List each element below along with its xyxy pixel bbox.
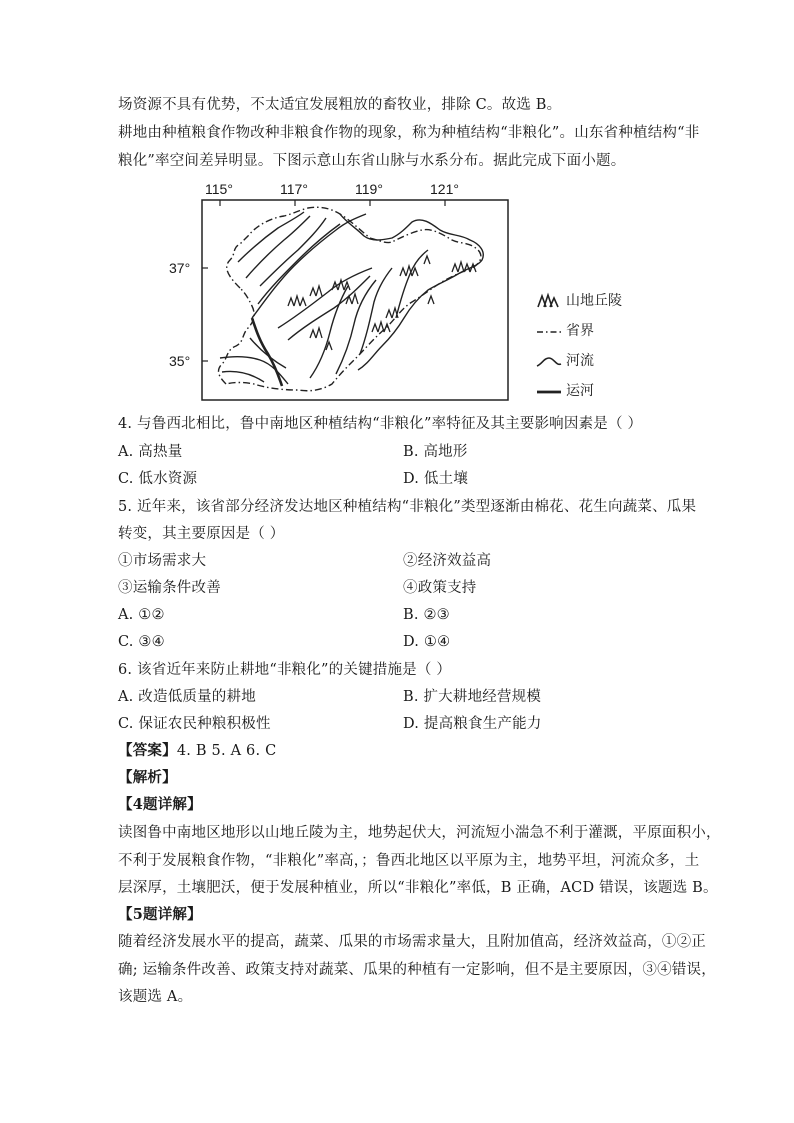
q5-analysis-title: 【5题详解】 xyxy=(118,906,202,923)
rivers xyxy=(220,212,428,384)
lon-label-121: 121° xyxy=(430,181,459,197)
canal-legend-icon xyxy=(536,382,562,400)
q4-option-d: D. 低土壤 xyxy=(403,471,469,487)
q5-option-a: A. ①② xyxy=(118,607,165,623)
boundary-legend-icon xyxy=(536,322,562,340)
answer-values: 4. B 5. A 6. C xyxy=(176,743,277,759)
q5-statement-1: ①市场需求大 xyxy=(118,553,207,569)
q4-analysis-title: 【4题详解】 xyxy=(118,796,202,813)
q4-analysis-line-3: 层深厚，土壤肥沃，便于发展种植业，所以“非粮化”率低，B 正确，ACD 错误，该题选 B。 xyxy=(118,880,718,896)
map-ticks xyxy=(202,200,445,361)
q4-option-a: A. 高热量 xyxy=(118,444,183,460)
map-frame xyxy=(202,200,508,400)
q5-analysis-line-1: 随着经济发展水平的提高，蔬菜、瓜果的市场需求量大，且附加值高，经济效益高，①②正 xyxy=(118,934,706,950)
q4-analysis-line-1: 读图鲁中南地区地形以山地丘陵为主，地势起伏大，河流短小湍急不利于灌溉，平原面积小， xyxy=(118,825,721,841)
q5-stem-1: 5. 近年来，该省部分经济发达地区种植结构“非粮化”类型逐渐由棉花、花生向蔬菜、瓜果 xyxy=(118,499,697,515)
q4-option-b: B. 高地形 xyxy=(403,444,468,460)
q5-statement-3: ③运输条件改善 xyxy=(118,580,221,596)
q5-analysis-line-3: 该题选 A。 xyxy=(118,989,193,1005)
analysis-label: 【解析】 xyxy=(118,769,177,786)
answer-label: 【答案】 xyxy=(118,742,177,759)
q5-option-d: D. ①④ xyxy=(403,634,451,650)
q6-option-b: B. 扩大耕地经营规模 xyxy=(403,689,542,705)
q5-statement-2: ②经济效益高 xyxy=(403,553,492,569)
lat-label-37: 37° xyxy=(169,260,191,276)
mountain-symbols xyxy=(288,256,476,350)
q4-analysis-line-2: 不利于发展粮食作物，“非粮化”率高，；鲁西北地区以平原为主，地势平坦，河流众多，土 xyxy=(118,853,700,869)
q6-option-c: C. 保证农民种粮积极性 xyxy=(118,716,271,732)
q4-option-c: C. 低水资源 xyxy=(118,471,198,487)
lat-label-35: 35° xyxy=(169,353,191,369)
lon-label-115: 115° xyxy=(205,181,233,197)
q5-analysis-line-2: 确; 运输条件改善、政策支持对蔬菜、瓜果的种植有一定影响，但不是主要原因，③④错误， xyxy=(118,962,716,978)
q6-stem: 6. 该省近年来防止耕地“非粮化”的关键措施是（ ） xyxy=(118,662,452,678)
intro-line-1: 场资源不具有优势，不太适宜发展粗放的畜牧业，排除 C。故选 B。 xyxy=(118,97,562,113)
q6-option-a: A. 改造低质量的耕地 xyxy=(118,689,256,705)
q4-stem: 4. 与鲁西北相比，鲁中南地区种植结构“非粮化”率特征及其主要影响因素是（ ） xyxy=(118,416,643,432)
coastline xyxy=(340,214,483,370)
grand-canal xyxy=(252,318,282,386)
answer-row xyxy=(118,741,276,761)
river-legend-icon xyxy=(536,352,562,370)
intro-line-3: 粮化”率空间差异明显。下图示意山东省山脉与水系分布。据此完成下面小题。 xyxy=(118,153,626,169)
q5-option-b: B. ②③ xyxy=(403,607,450,623)
legend-river-label: 河流 xyxy=(566,353,594,369)
q5-option-c: C. ③④ xyxy=(118,634,165,650)
lon-label-119: 119° xyxy=(355,181,383,197)
q5-stem-2: 转变，其主要原因是（ ） xyxy=(118,526,285,542)
intro-line-2: 耕地由种植粮食作物改种非粮食作物的现象，称为种植结构“非粮化”。山东省种植结构“非 xyxy=(118,125,700,141)
lon-label-117: 117° xyxy=(280,181,308,197)
legend-boundary-label: 省界 xyxy=(566,323,594,339)
q6-option-d: D. 提高粮食生产能力 xyxy=(403,716,542,732)
legend-mountains-label: 山地丘陵 xyxy=(566,293,622,309)
mountain-legend-icon xyxy=(536,292,560,310)
q5-statement-4: ④政策支持 xyxy=(403,580,477,596)
legend-canal-label: 运河 xyxy=(566,383,594,399)
